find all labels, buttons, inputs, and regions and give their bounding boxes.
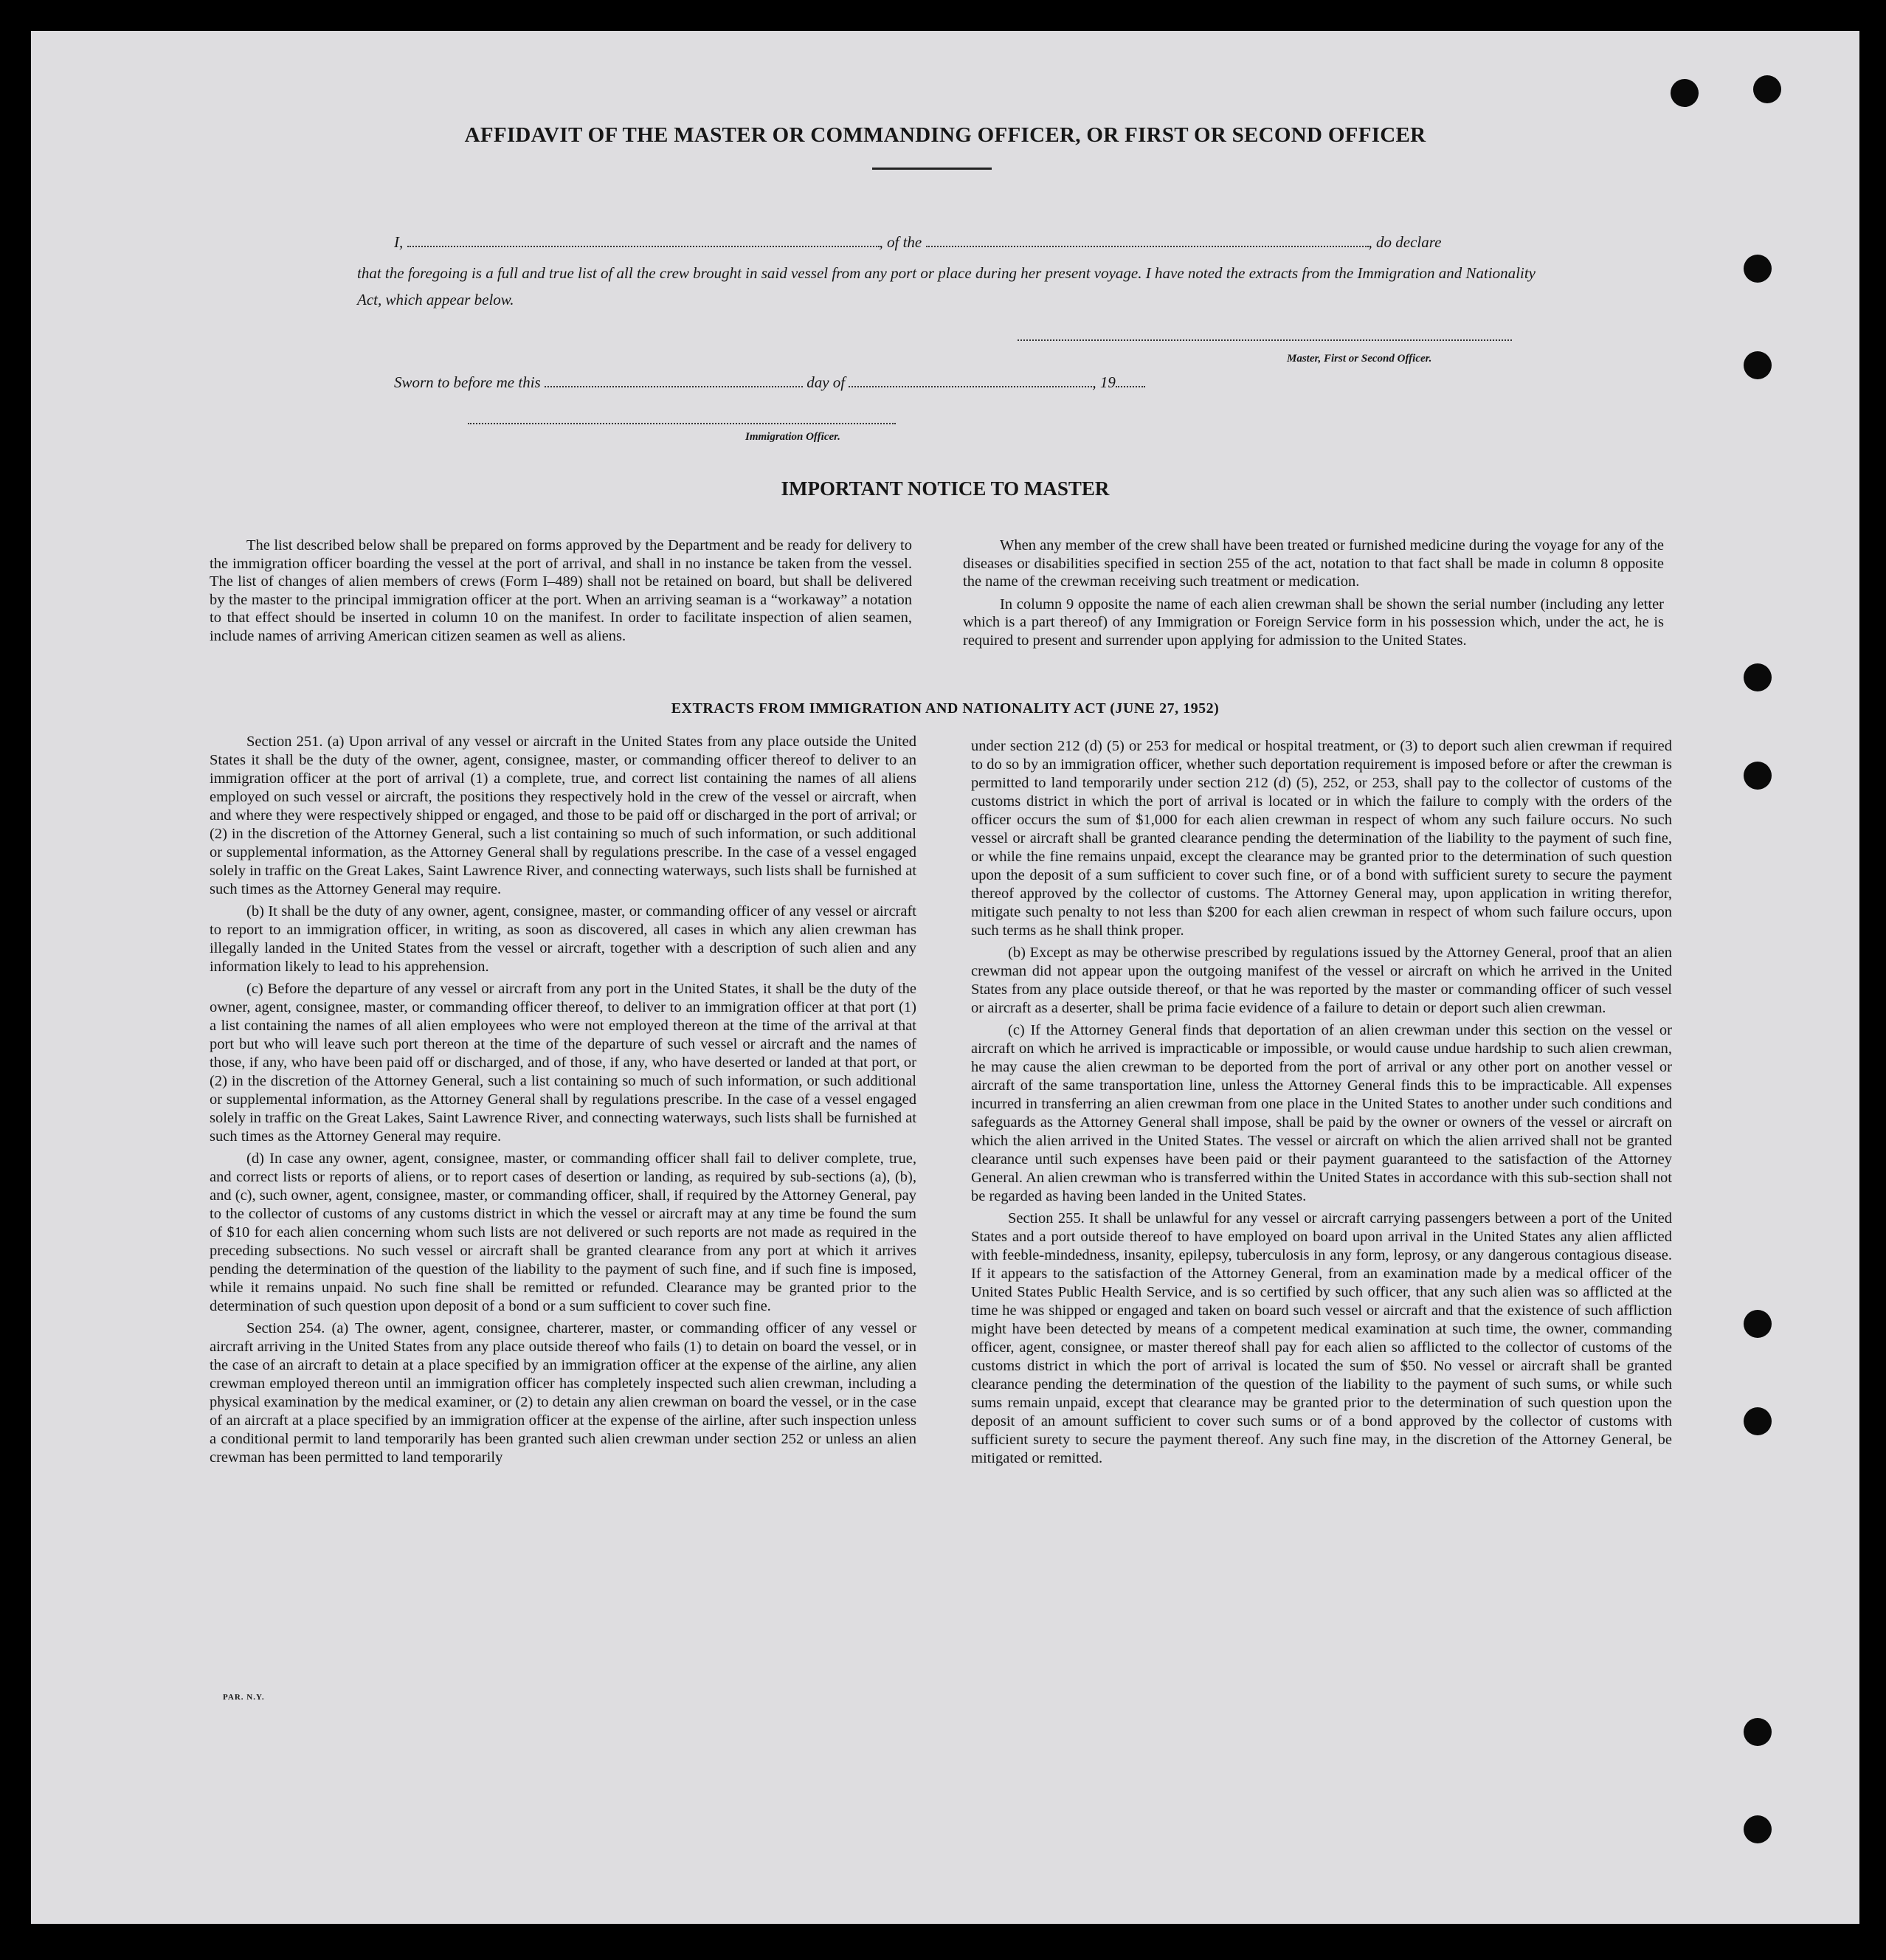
extracts-left-column	[210, 733, 916, 1467]
notice-title: IMPORTANT NOTICE TO MASTER	[781, 477, 1110, 500]
year-prefix-label: , 19	[1092, 373, 1116, 391]
notice-right-column	[963, 536, 1664, 650]
punch-hole	[1744, 1310, 1772, 1338]
master-caption: Master, First or Second Officer.	[1287, 353, 1432, 365]
punch-hole	[1744, 1407, 1772, 1435]
punch-hole	[1744, 1718, 1772, 1746]
of-the-label: , of the	[879, 233, 922, 251]
extracts-right-column	[971, 737, 1672, 1468]
notice-right-paragraph-1: When any member of the crew shall have been treated or furnished medicine during the voyage for any of the diseases or disabilities specified in section 255 of the act, notation to that fact shall be made in column 8 opposite the name of the crewman receiving such treatment or medication.	[963, 537, 1664, 590]
section-254-c: (c) If the Attorney General finds that deportation of an alien crewman under this section on the vessel or aircraft on which he arrived is impracticable or impossible, or would cause undue hardship to such alien crewman, he may cause the alien crewman to be deported from the port of arrival or any other port on another vessel or aircraft of the same transportation line, unless the Attorney General finds this to be impracticable. All expenses incurred in transferring an alien crewman from one place in the United States to another under such conditions and safeguards as the Attorney General shall impose, shall be paid by the owner or owners of the vessel or aircraft on which the alien arrived in the United States. The vessel or aircraft on which the alien arrived shall not be granted clearance until such expenses have been paid or their payment guaranteed to the satisfaction of the Attorney General. An alien crewman who is transferred within the United States in accordance with this sub-section shall not be regarded as having been landed in the United States.	[971, 1022, 1672, 1204]
extracts-title: EXTRACTS FROM IMMIGRATION AND NATIONALITY ACT (JUNE 27, 1952)	[671, 700, 1220, 717]
punch-hole	[1744, 1815, 1772, 1843]
notice-right-paragraph-2: In column 9 opposite the name of each alien crewman shall be shown the serial number (including any letter which is a part thereof) of any Immigration or Foreign Service form in his possession which, under the act, he is required to present and surrender upon applying for admission to the United States.	[963, 596, 1664, 649]
section-251-a: Section 251. (a) Upon arrival of any vessel or aircraft in the United States from any place outside the United States it shall be the duty of the owner, agent, consignee, master, or commanding officer thereof to deliver to an immigration officer at the port of arrival (1) a complete, true, and correct list containing the names of all aliens employed on such vessel or aircraft, the positions they respectively hold in the crew of the vessel or aircraft, when and where they were respectively shipped or engaged, and those to be paid off or discharged in the port of arrival; or (2) in the discretion of the Attorney General, such a list containing so much of such information, or such additional or supplemental information, as the Attorney General shall by regulations prescribe. In the case of a vessel engaged solely in traffic on the Great Lakes, Saint Lawrence River, and connecting waterways, such lists shall be furnished at such times as the Attorney General may require.	[210, 734, 917, 897]
section-254-b: (b) Except as may be otherwise prescribed by regulations issued by the Attorney General, proof that an alien crewman did not appear upon the outgoing manifest of the vessel or aircraft on which he arrived in the United States from any place outside thereof, or that he was reported by the master or commanding officer of such vessel or aircraft as a deserter, shall be prima facie evidence of a failure to detain or deport such alien crewman.	[971, 945, 1672, 1016]
document-page	[31, 31, 1859, 1924]
affidavit-title: AFFIDAVIT OF THE MASTER OR COMMANDING OFFICER, OR FIRST OR SECOND OFFICER	[464, 123, 1426, 147]
punch-hole	[1744, 351, 1772, 379]
sworn-label: Sworn to before me this	[394, 373, 541, 391]
day-of-label: day of	[806, 373, 846, 391]
month-field[interactable]	[849, 379, 1092, 387]
day-field[interactable]	[545, 379, 803, 387]
declaration-text: that the foregoing is a full and true list of all the crew brought in said vessel from any port or place during her present voyage. I have noted the extracts from the Immigration and Nationality Act, which appear below.	[357, 264, 1536, 308]
year-field[interactable]	[1116, 379, 1145, 387]
name-field[interactable]	[407, 238, 880, 247]
sworn-line	[394, 373, 1145, 392]
printer-mark: PAR. N.Y.	[223, 1693, 265, 1702]
title-rule	[872, 168, 992, 170]
section-254-a-continued: under section 212 (d) (5) or 253 for medical or hospital treatment, or (3) to deport such alien crewman if required to do so by an immigration officer, whether such deportation requirement is imposed before or after the crewman is permitted to land temporarily under section 212 (d) (5), 252, or 253, shall pay to the collector of customs of the customs district in which the port of arrival is located or in which the failure to comply with the orders of the officer occurs the sum of $1,000 for each alien crewman in respect of whom any such failure occurs. No such vessel or aircraft shall be granted clearance pending the determination of the liability to the payment of such fine, or while the fine remains unpaid, except the clearance may be granted prior to the determination of such question upon the deposit of a sum sufficient to cover such fine, or of a bond with sufficient surety to secure the payment thereof approved by the collector of customs. The Attorney General may, upon application in writing therefor, mitigate such penalty to not less than $200 for each alien crewman in respect of whom such failure occurs, upon such terms as he shall think proper.	[971, 738, 1672, 939]
section-255: Section 255. It shall be unlawful for any vessel or aircraft carrying passengers between a port of the United States and a port outside thereof to have employed on board upon arrival in the United States any alien afflicted with feeble-mindedness, insanity, epilepsy, tuberculosis in any form, leprosy, or any dangerous contagious disease. If it appears to the satisfaction of the Attorney General, from an examination made by a medical officer of the United States Public Health Service, and is so certified by such officer, that any such alien was so afflicted at the time he was shipped or engaged and taken on board such vessel or aircraft and that the existence of such affliction might have been detected by means of a competent medical examination at such time, the owner, commanding officer, agent, consignee, or master thereof shall pay for each alien so afflicted to the collector of customs of the customs district in which the port of arrival is located the sum of $50. No vessel or aircraft shall be granted clearance pending the determination of the question of the liability to the payment of such sums, or while such sums remain unpaid, except that clearance may be granted prior to the determination of such question upon the deposit of an amount sufficient to cover such sums or of a bond approved by the collector of customs with sufficient surety to secure the payment thereof. Any such fine may, in the discretion of the Attorney General, be mitigated or remitted.	[971, 1210, 1672, 1466]
vessel-field[interactable]	[926, 238, 1369, 247]
officer-signature-line[interactable]	[468, 423, 896, 424]
officer-caption: Immigration Officer.	[745, 431, 840, 443]
master-signature-line[interactable]	[1018, 339, 1512, 341]
section-251-d: (d) In case any owner, agent, consignee, master, or commanding officer shall fail to deliver complete, true, and correct lists or reports of aliens, or to report cases of desertion or landing, as required by sub-sections (a), (b), and (c), such owner, agent, consignee, master, or commanding officer, shall, if required by the Attorney General, pay to the collector of customs of any customs district in which the vessel or aircraft may at any time be found the sum of $10 for each alien concerning whom such lists are not delivered or such reports are not made as required in the preceding subsections. No such vessel or aircraft shall be granted clearance from any port at which it arrives pending the determination of the question of the liability to the payment of such fine, and if such fine is imposed, while it remains unpaid. No such fine shall be remitted or refunded. Clearance may be granted prior to the determination of such question upon deposit of a bond or a sum sufficient to cover such fine.	[210, 1150, 916, 1314]
section-251-c: (c) Before the departure of any vessel or aircraft from any port in the United States, it shall be the duty of the owner, agent, consignee, master, or commanding officer thereof, to deliver to an immigration officer at that port (1) a list containing the names of all alien employees who were not employed thereon at the time of the arrival at that port but who will leave such port thereon at the time of the departure of such vessel or aircraft and the names of those, if any, who have been paid off or discharged, and of those, if any, who have deserted or landed at that port, or (2) in the discretion of the Attorney General, such a list containing so much of such information, or such additional or supplemental information, as the Attorney General shall by regulations prescribe. In the case of a vessel engaged solely in traffic on the Great Lakes, Saint Lawrence River, and connecting waterways, such lists shall be furnished at such times as the Attorney General may require.	[210, 981, 917, 1145]
punch-hole	[1744, 762, 1772, 790]
punch-hole	[1753, 75, 1781, 103]
i-label: I,	[394, 233, 404, 251]
punch-hole	[1744, 663, 1772, 691]
declarant-line	[394, 233, 1441, 252]
punch-hole	[1671, 79, 1699, 107]
notice-left-column	[210, 536, 912, 646]
section-251-b: (b) It shall be the duty of any owner, agent, consignee, master, or commanding officer of any vessel or aircraft to report to an immigration officer, in writing, as soon as discovered, all cases in which any alien crewman has illegally landed in the United States from the vessel or aircraft, together with a description of such alien and any information likely to lead to his apprehension.	[210, 903, 916, 975]
notice-left-paragraph: The list described below shall be prepared on forms approved by the Department and be ready for delivery to the immigration officer boarding the vessel at the port of arrival, and shall in no instance be taken from the vessel. The list of changes of alien members of crews (Form I–489) shall not be retained on board, but shall be delivered by the master to the principal immigration officer at the port. When an arriving seaman is a “workaway” a notation to that effect should be inserted in column 10 on the manifest. In order to facilitate inspection of alien seamen, include names of arriving American citizen seamen as well as aliens.	[210, 537, 912, 644]
do-declare-label: , do declare	[1368, 233, 1442, 251]
punch-hole	[1744, 255, 1772, 283]
section-254-a: Section 254. (a) The owner, agent, consignee, charterer, master, or commanding officer of any vessel or aircraft arriving in the United States from any place outside thereof who fails (1) to detain on board the vessel, or in the case of an aircraft to detain at a place specified by an immigration officer at the expense of the airline, any alien crewman employed thereon until an immigration officer has completely inspected such alien crewman, including a physical examination by the medical examiner, or (2) to detain any alien crewman on board the vessel, or in the case of an aircraft at a place specified by an immigration officer at the expense of the airline, after such inspection unless a conditional permit to land temporarily has been granted such alien crewman under section 252 or unless an alien crewman has been permitted to land temporarily	[210, 1320, 916, 1466]
